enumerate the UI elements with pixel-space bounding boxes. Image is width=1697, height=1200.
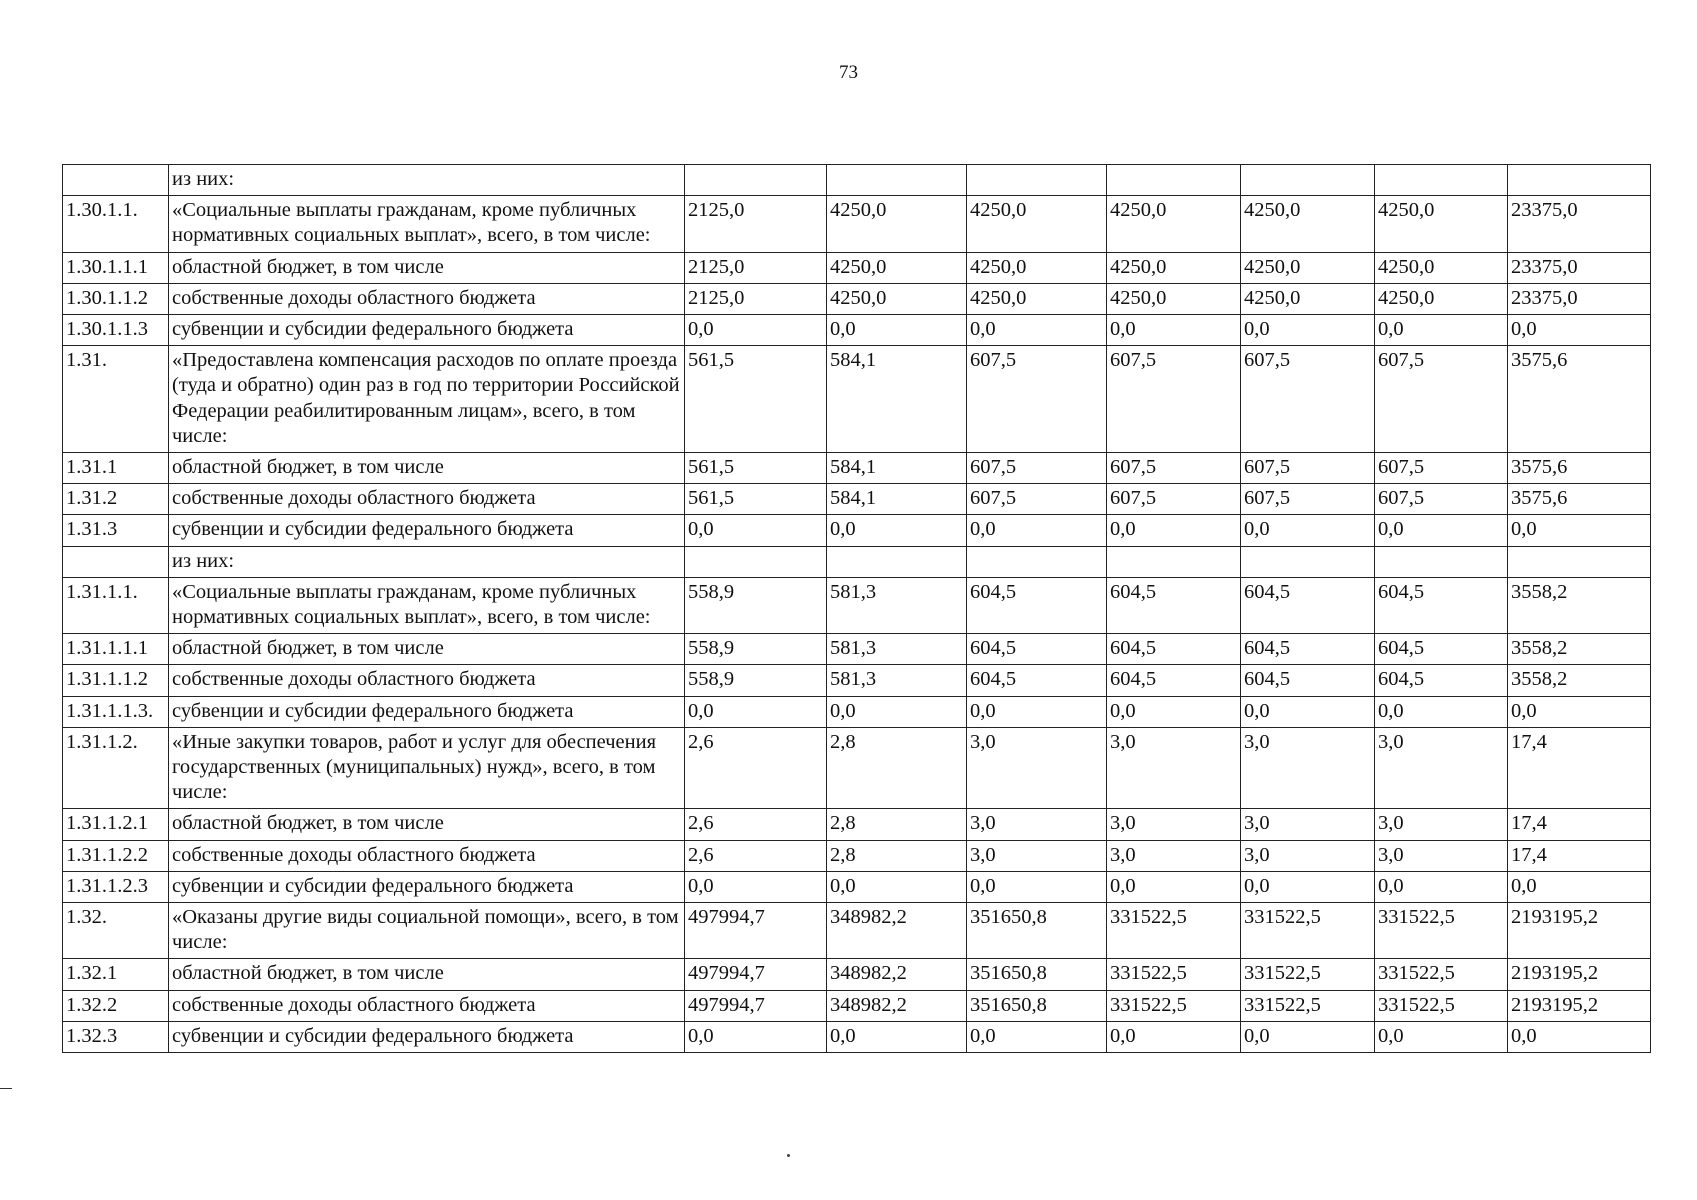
row-value: 3,0 [1375, 809, 1508, 840]
table-row [63, 990, 1651, 1021]
table-row [63, 959, 1651, 990]
row-code: 1.31.3 [63, 515, 169, 546]
row-value: 604,5 [1375, 665, 1508, 696]
row-value [1375, 165, 1508, 196]
row-code: 1.31.1.1. [63, 577, 169, 633]
row-value: 351650,8 [967, 990, 1107, 1021]
row-value: 0,0 [1375, 696, 1508, 727]
row-value: 3,0 [967, 840, 1107, 871]
row-value: 558,9 [685, 665, 827, 696]
table-row [63, 696, 1651, 727]
row-value: 2,8 [827, 727, 967, 809]
row-value: 581,3 [827, 665, 967, 696]
row-value: 0,0 [967, 515, 1107, 546]
row-value: 3,0 [1107, 727, 1241, 809]
row-name: областной бюджет, в том числе [169, 453, 685, 484]
row-value: 351650,8 [967, 959, 1107, 990]
row-value: 2125,0 [685, 283, 827, 314]
row-value: 331522,5 [1375, 990, 1508, 1021]
row-value: 0,0 [685, 871, 827, 902]
row-value: 23375,0 [1508, 252, 1651, 283]
row-value: 3575,6 [1508, 484, 1651, 515]
row-value: 331522,5 [1375, 903, 1508, 959]
row-name: субвенции и субсидии федерального бюджета [169, 871, 685, 902]
row-name: областной бюджет, в том числе [169, 809, 685, 840]
row-value: 3,0 [967, 727, 1107, 809]
row-value: 561,5 [685, 453, 827, 484]
table-row [63, 484, 1651, 515]
row-value: 584,1 [827, 484, 967, 515]
row-value [1508, 165, 1651, 196]
row-value: 4250,0 [1107, 252, 1241, 283]
row-value: 2,6 [685, 809, 827, 840]
row-value: 604,5 [1107, 665, 1241, 696]
row-code: 1.32.3 [63, 1021, 169, 1052]
row-name: из них: [169, 165, 685, 196]
table-body [63, 165, 1651, 1053]
row-value: 607,5 [1375, 484, 1508, 515]
row-value: 4250,0 [1375, 283, 1508, 314]
table-row [63, 165, 1651, 196]
row-value: 0,0 [1375, 1021, 1508, 1052]
row-value [967, 546, 1107, 577]
row-code: 1.30.1.1.1 [63, 252, 169, 283]
row-code [63, 546, 169, 577]
row-value: 2125,0 [685, 252, 827, 283]
table-row [63, 634, 1651, 665]
row-name: субвенции и субсидии федерального бюджета [169, 315, 685, 346]
row-value: 0,0 [1241, 1021, 1375, 1052]
row-value: 0,0 [685, 1021, 827, 1052]
row-value: 607,5 [967, 453, 1107, 484]
row-value: 3,0 [1241, 840, 1375, 871]
row-value: 3558,2 [1508, 634, 1651, 665]
row-value: 604,5 [1375, 634, 1508, 665]
row-value: 0,0 [1107, 696, 1241, 727]
row-value: 331522,5 [1107, 903, 1241, 959]
row-value: 0,0 [1375, 515, 1508, 546]
row-name: из них: [169, 546, 685, 577]
table-row [63, 546, 1651, 577]
row-name: «Социальные выплаты гражданам, кроме публичных нормативных социальных выплат», всего, в том числе: [169, 577, 685, 633]
row-value [1375, 546, 1508, 577]
row-value: 0,0 [1508, 1021, 1651, 1052]
row-value: 3575,6 [1508, 453, 1651, 484]
row-name: «Оказаны другие виды социальной помощи», всего, в том числе: [169, 903, 685, 959]
row-value: 331522,5 [1241, 990, 1375, 1021]
row-value: 558,9 [685, 634, 827, 665]
table-row [63, 577, 1651, 633]
row-value: 0,0 [827, 315, 967, 346]
row-name: собственные доходы областного бюджета [169, 283, 685, 314]
row-value: 3,0 [1375, 727, 1508, 809]
row-value: 604,5 [967, 577, 1107, 633]
row-value: 4250,0 [827, 196, 967, 252]
table-row [63, 840, 1651, 871]
row-value: 3558,2 [1508, 577, 1651, 633]
table-row [63, 196, 1651, 252]
table-row [63, 453, 1651, 484]
table-row [63, 252, 1651, 283]
row-value: 348982,2 [827, 903, 967, 959]
row-name: «Предоставлена компенсация расходов по оплате проезда (туда и обратно) один раз в год по территории Российской Федерации реабилитированным лицам», всего, в том числе: [169, 346, 685, 453]
row-name: собственные доходы областного бюджета [169, 665, 685, 696]
row-name: субвенции и субсидии федерального бюджета [169, 515, 685, 546]
row-name: собственные доходы областного бюджета [169, 840, 685, 871]
row-code: 1.31.1.2.2 [63, 840, 169, 871]
row-value: 2193195,2 [1508, 903, 1651, 959]
row-value: 0,0 [1508, 871, 1651, 902]
row-value: 4250,0 [1107, 196, 1241, 252]
row-value: 4250,0 [827, 283, 967, 314]
row-name: областной бюджет, в том числе [169, 959, 685, 990]
row-value: 3,0 [967, 809, 1107, 840]
table-row [63, 903, 1651, 959]
row-name: «Социальные выплаты гражданам, кроме публичных нормативных социальных выплат», всего, в том числе: [169, 196, 685, 252]
row-value: 497994,7 [685, 903, 827, 959]
row-value: 0,0 [1107, 1021, 1241, 1052]
row-code: 1.31.1.1.3. [63, 696, 169, 727]
row-value: 607,5 [1107, 453, 1241, 484]
row-value [1107, 546, 1241, 577]
row-value: 497994,7 [685, 990, 827, 1021]
row-value: 3575,6 [1508, 346, 1651, 453]
row-value: 3,0 [1107, 809, 1241, 840]
row-value: 4250,0 [967, 252, 1107, 283]
row-value: 0,0 [827, 515, 967, 546]
row-value: 604,5 [1107, 577, 1241, 633]
row-value: 0,0 [1375, 315, 1508, 346]
row-code: 1.32. [63, 903, 169, 959]
table-row [63, 665, 1651, 696]
row-code: 1.31.1.1.1 [63, 634, 169, 665]
row-value: 0,0 [1241, 315, 1375, 346]
row-value: 0,0 [1508, 315, 1651, 346]
row-value: 2,8 [827, 809, 967, 840]
page-number: 73 [839, 62, 858, 83]
row-value: 0,0 [967, 1021, 1107, 1052]
row-value: 607,5 [1107, 484, 1241, 515]
row-value: 0,0 [1375, 871, 1508, 902]
row-value: 351650,8 [967, 903, 1107, 959]
row-value: 0,0 [1508, 696, 1651, 727]
row-value: 607,5 [1375, 453, 1508, 484]
row-code: 1.32.2 [63, 990, 169, 1021]
budget-table [62, 164, 1651, 1053]
row-value: 348982,2 [827, 990, 967, 1021]
row-value: 0,0 [827, 1021, 967, 1052]
row-name: субвенции и субсидии федерального бюджета [169, 1021, 685, 1052]
row-value: 0,0 [1107, 315, 1241, 346]
row-value: 23375,0 [1508, 283, 1651, 314]
row-value: 0,0 [967, 315, 1107, 346]
row-value: 607,5 [1107, 346, 1241, 453]
row-value: 584,1 [827, 453, 967, 484]
row-value: 607,5 [1241, 453, 1375, 484]
row-value: 0,0 [827, 871, 967, 902]
row-value: 607,5 [967, 484, 1107, 515]
row-value: 607,5 [1241, 484, 1375, 515]
table-row [63, 283, 1651, 314]
row-code: 1.31.1.2.1 [63, 809, 169, 840]
table-row [63, 515, 1651, 546]
row-value: 17,4 [1508, 727, 1651, 809]
row-value [827, 165, 967, 196]
row-value: 0,0 [1508, 515, 1651, 546]
row-code: 1.31.1.2.3 [63, 871, 169, 902]
row-value: 561,5 [685, 484, 827, 515]
row-value: 604,5 [1107, 634, 1241, 665]
row-value: 0,0 [827, 696, 967, 727]
row-code: 1.30.1.1.3 [63, 315, 169, 346]
row-value: 0,0 [1241, 871, 1375, 902]
row-value: 604,5 [1241, 634, 1375, 665]
row-code: 1.31.1 [63, 453, 169, 484]
row-value: 4250,0 [1241, 283, 1375, 314]
row-name: областной бюджет, в том числе [169, 252, 685, 283]
row-value: 604,5 [1241, 665, 1375, 696]
table-row [63, 1021, 1651, 1052]
row-code: 1.31.1.2. [63, 727, 169, 809]
row-name: «Иные закупки товаров, работ и услуг для обеспечения государственных (муниципальных) нужд», всего, в том числе: [169, 727, 685, 809]
table-row [63, 346, 1651, 453]
row-value [1508, 546, 1651, 577]
row-value: 0,0 [685, 515, 827, 546]
margin-tick [0, 1088, 12, 1089]
row-value: 331522,5 [1107, 990, 1241, 1021]
row-name: собственные доходы областного бюджета [169, 484, 685, 515]
row-value: 2193195,2 [1508, 990, 1651, 1021]
row-value: 331522,5 [1375, 959, 1508, 990]
row-value: 0,0 [1107, 515, 1241, 546]
row-value: 2,8 [827, 840, 967, 871]
row-name: собственные доходы областного бюджета [169, 990, 685, 1021]
row-code: 1.30.1.1.2 [63, 283, 169, 314]
row-code: 1.31. [63, 346, 169, 453]
row-code: 1.30.1.1. [63, 196, 169, 252]
row-value [967, 165, 1107, 196]
row-value: 17,4 [1508, 840, 1651, 871]
row-value: 581,3 [827, 577, 967, 633]
row-value: 558,9 [685, 577, 827, 633]
row-value: 17,4 [1508, 809, 1651, 840]
row-value: 3,0 [1107, 840, 1241, 871]
row-value [1241, 165, 1375, 196]
row-name: субвенции и субсидии федерального бюджета [169, 696, 685, 727]
table-row [63, 315, 1651, 346]
row-name: областной бюджет, в том числе [169, 634, 685, 665]
row-value: 561,5 [685, 346, 827, 453]
row-value: 3,0 [1375, 840, 1508, 871]
row-value: 3,0 [1241, 727, 1375, 809]
row-value: 2193195,2 [1508, 959, 1651, 990]
row-value: 4250,0 [827, 252, 967, 283]
row-value: 2,6 [685, 727, 827, 809]
row-value: 3,0 [1241, 809, 1375, 840]
row-code: 1.32.1 [63, 959, 169, 990]
row-value: 3558,2 [1508, 665, 1651, 696]
row-value [1241, 546, 1375, 577]
row-value: 331522,5 [1107, 959, 1241, 990]
row-value: 0,0 [685, 315, 827, 346]
row-value: 604,5 [967, 634, 1107, 665]
row-value: 23375,0 [1508, 196, 1651, 252]
row-value [1107, 165, 1241, 196]
scan-dot [787, 1154, 790, 1157]
row-value: 4250,0 [1107, 283, 1241, 314]
row-value: 607,5 [967, 346, 1107, 453]
row-value: 0,0 [685, 696, 827, 727]
row-value: 0,0 [1241, 696, 1375, 727]
row-value: 0,0 [1107, 871, 1241, 902]
row-value: 607,5 [1375, 346, 1508, 453]
row-value: 0,0 [967, 871, 1107, 902]
row-value: 497994,7 [685, 959, 827, 990]
row-code [63, 165, 169, 196]
row-value [685, 165, 827, 196]
row-value: 4250,0 [967, 196, 1107, 252]
row-code: 1.31.2 [63, 484, 169, 515]
row-value: 4250,0 [1375, 196, 1508, 252]
row-value: 0,0 [1241, 515, 1375, 546]
row-value [685, 546, 827, 577]
row-value: 4250,0 [1241, 196, 1375, 252]
row-value [827, 546, 967, 577]
row-value: 604,5 [1375, 577, 1508, 633]
row-value: 604,5 [1241, 577, 1375, 633]
row-value: 2,6 [685, 840, 827, 871]
row-value: 4250,0 [967, 283, 1107, 314]
row-value: 4250,0 [1375, 252, 1508, 283]
row-value: 2125,0 [685, 196, 827, 252]
table-row [63, 809, 1651, 840]
row-value: 331522,5 [1241, 959, 1375, 990]
row-value: 584,1 [827, 346, 967, 453]
row-value: 0,0 [967, 696, 1107, 727]
row-value: 331522,5 [1241, 903, 1375, 959]
row-value: 4250,0 [1241, 252, 1375, 283]
table-row [63, 871, 1651, 902]
row-value: 348982,2 [827, 959, 967, 990]
row-value: 581,3 [827, 634, 967, 665]
table-row [63, 727, 1651, 809]
row-value: 607,5 [1241, 346, 1375, 453]
row-code: 1.31.1.1.2 [63, 665, 169, 696]
row-value: 604,5 [967, 665, 1107, 696]
